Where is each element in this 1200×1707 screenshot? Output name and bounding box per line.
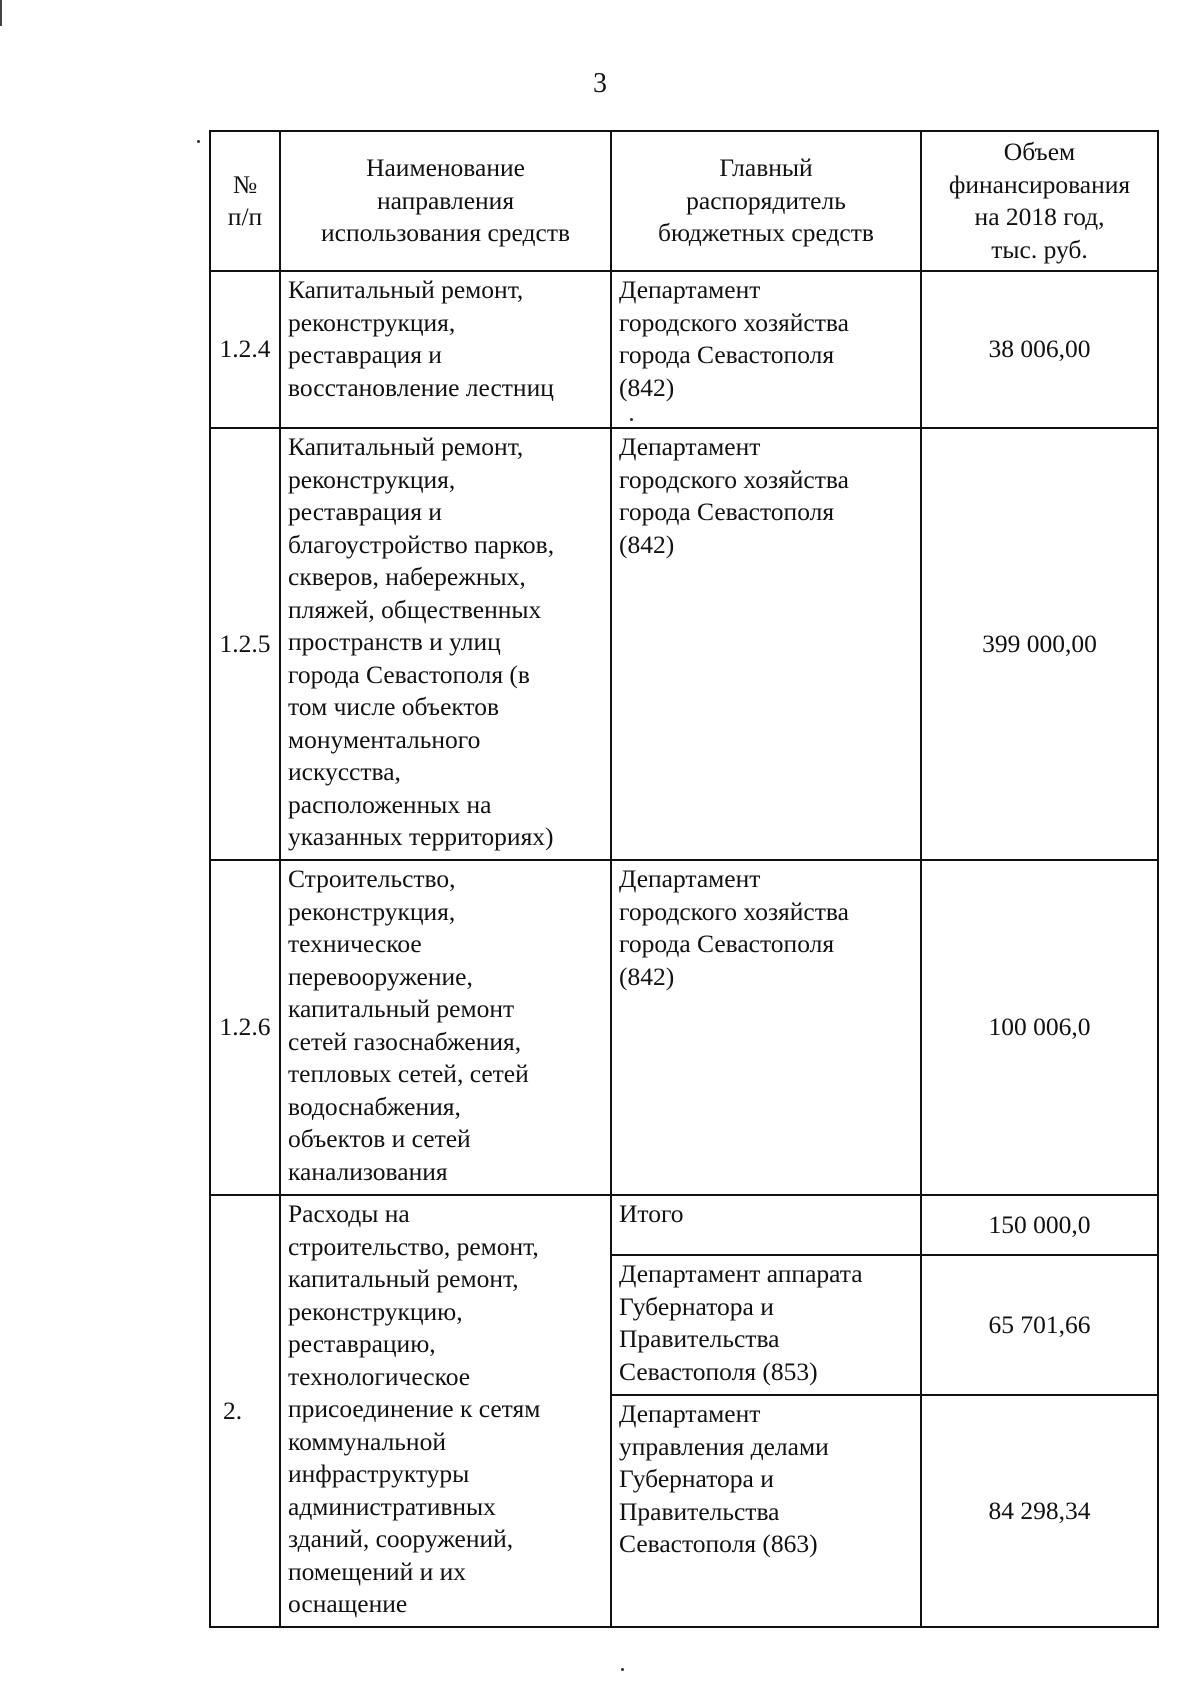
table-row bbox=[210, 428, 1158, 860]
row-name: Капитальный ремонт, реконструкция, реставрация и восстановление лестниц bbox=[280, 271, 611, 428]
row-amount: 65 701,66 bbox=[921, 1255, 1158, 1395]
row-manager: Департамент управления делами Губернатора и Правительства Севастополя (863) bbox=[611, 1395, 921, 1627]
row-manager-total: Итого bbox=[611, 1195, 921, 1255]
row-manager: Департамент городского хозяйства города Севастополя (842) bbox=[611, 860, 921, 1195]
row-amount: 100 006,0 bbox=[921, 860, 1158, 1195]
header-manager: Главный распорядитель бюджетных средств bbox=[611, 131, 921, 271]
row-name: Расходы на строительство, ремонт, капитальный ремонт, реконструкцию, реставрацию, технологическое присоединение к сетям коммунальной инфраструктуры административных зданий, сооружений, помещений и их оснащение bbox=[280, 1195, 611, 1627]
scan-margin-mark bbox=[0, 0, 2, 26]
row-num: 1.2.6 bbox=[210, 860, 280, 1195]
row-manager: Департамент городского хозяйства города Севастополя (842) bbox=[611, 271, 921, 428]
header-num: № п/п bbox=[210, 131, 280, 271]
scan-speck bbox=[197, 140, 200, 143]
row-num: 2. bbox=[210, 1195, 280, 1627]
header-amount: Объем финансирования на 2018 год, тыс. руб. bbox=[921, 131, 1158, 271]
row-num: 1.2.5 bbox=[210, 428, 280, 860]
page-number: 3 bbox=[593, 68, 607, 99]
row-manager: Департамент городского хозяйства города Севастополя (842) bbox=[611, 428, 921, 860]
table-row bbox=[210, 271, 1158, 428]
budget-table bbox=[209, 130, 1159, 1628]
row-amount-total: 150 000,0 bbox=[921, 1195, 1158, 1255]
scan-speck bbox=[621, 1668, 624, 1671]
header-name: Наименование направления использования средств bbox=[280, 131, 611, 271]
row-amount: 38 006,00 bbox=[921, 271, 1158, 428]
table-header-row bbox=[210, 131, 1158, 271]
row-name: Строительство, реконструкция, техническое перевооружение, капитальный ремонт сетей газоснабжения, тепловых сетей, сетей водоснабжения, объектов и сетей канализования bbox=[280, 860, 611, 1195]
row-amount: 84 298,34 bbox=[921, 1395, 1158, 1627]
row-num: 1.2.4 bbox=[210, 271, 280, 428]
row-manager: Департамент аппарата Губернатора и Правительства Севастополя (853) bbox=[611, 1255, 921, 1395]
table-row bbox=[210, 860, 1158, 1195]
row-amount: 399 000,00 bbox=[921, 428, 1158, 860]
row-name: Капитальный ремонт, реконструкция, реставрация и благоустройство парков, скверов, набережных, пляжей, общественных пространств и улиц города Севастополя (в том числе объектов монументального искусства, расположенных на указанных территориях) bbox=[280, 428, 611, 860]
table-row bbox=[210, 1195, 1158, 1255]
